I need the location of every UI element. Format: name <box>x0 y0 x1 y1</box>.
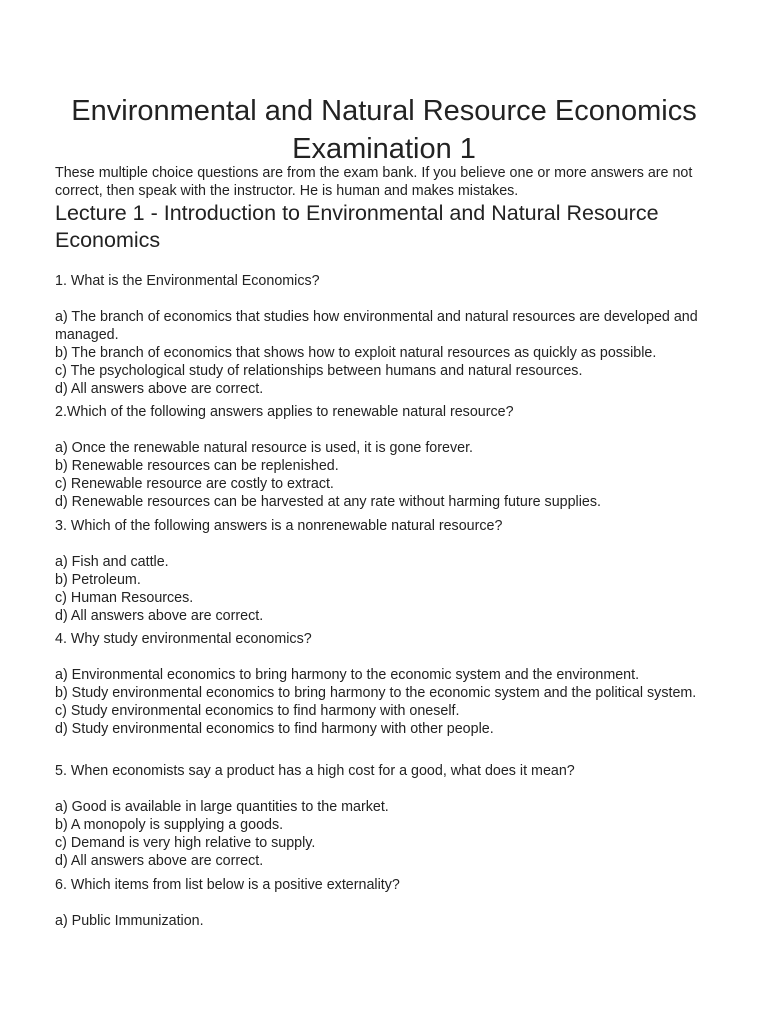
answer-option-b: b) Renewable resources can be replenished. <box>55 458 339 474</box>
question-stem: 6. Which items from list below is a positive externality? <box>55 877 400 893</box>
answer-option-c: c) The psychological study of relationships between humans and natural resources. <box>55 363 583 379</box>
question-1 <box>55 272 720 398</box>
title-line-2: Examination 1 <box>292 133 476 165</box>
question-2 <box>55 403 720 511</box>
answer-option-b: b) Petroleum. <box>55 572 141 588</box>
lecture-heading: Lecture 1 - Introduction to Environmental and Natural Resource Economics <box>55 201 659 252</box>
answer-option-b: b) Study environmental economics to bring harmony to the economic system and the political system. <box>55 685 697 701</box>
answer-option-b: b) A monopoly is supplying a goods. <box>55 817 284 833</box>
question-stem: 2.Which of the following answers applies to renewable natural resource? <box>55 404 514 420</box>
answer-option-a: a) Once the renewable natural resource is used, it is gone forever. <box>55 440 474 456</box>
answer-option-d: d) Study environmental economics to find harmony with other people. <box>55 721 494 737</box>
question-stem: 5. When economists say a product has a high cost for a good, what does it mean? <box>55 763 575 779</box>
answer-option-a: a) Environmental economics to bring harmony to the economic system and the environment. <box>55 667 640 683</box>
answer-option-a: a) Good is available in large quantities to the market. <box>55 799 389 815</box>
title-line-1: Environmental and Natural Resource Economics <box>71 95 697 127</box>
answer-option-d: d) All answers above are correct. <box>55 853 264 869</box>
answer-option-a: a) Public Immunization. <box>55 913 204 929</box>
answer-option-c: c) Human Resources. <box>55 590 194 606</box>
question-3 <box>55 517 720 625</box>
answer-option-c: c) Demand is very high relative to supply. <box>55 835 316 851</box>
question-5 <box>55 762 720 870</box>
answer-option-c: c) Study environmental economics to find harmony with oneself. <box>55 703 460 719</box>
question-stem: 4. Why study environmental economics? <box>55 631 312 647</box>
answer-option-d: d) Renewable resources can be harvested at any rate without harming future supplies. <box>55 494 601 510</box>
question-6 <box>55 876 720 930</box>
question-4 <box>55 630 720 738</box>
document-title <box>30 92 738 168</box>
answer-option-c: c) Renewable resource are costly to extract. <box>55 476 334 492</box>
answer-option-d: d) All answers above are correct. <box>55 608 264 624</box>
question-stem: 3. Which of the following answers is a nonrenewable natural resource? <box>55 518 503 534</box>
answer-option-a: a) The branch of economics that studies how environmental and natural resources are developed and managed. <box>55 309 698 343</box>
question-stem: 1. What is the Environmental Economics? <box>55 273 320 289</box>
answer-option-b: b) The branch of economics that shows how to exploit natural resources as quickly as possible. <box>55 345 657 361</box>
answer-option-d: d) All answers above are correct. <box>55 381 264 397</box>
intro-paragraph: These multiple choice questions are from the exam bank. If you believe one or more answers are not correct, then speak with the instructor. He is human and makes mistakes. <box>55 165 693 199</box>
answer-option-a: a) Fish and cattle. <box>55 554 169 570</box>
